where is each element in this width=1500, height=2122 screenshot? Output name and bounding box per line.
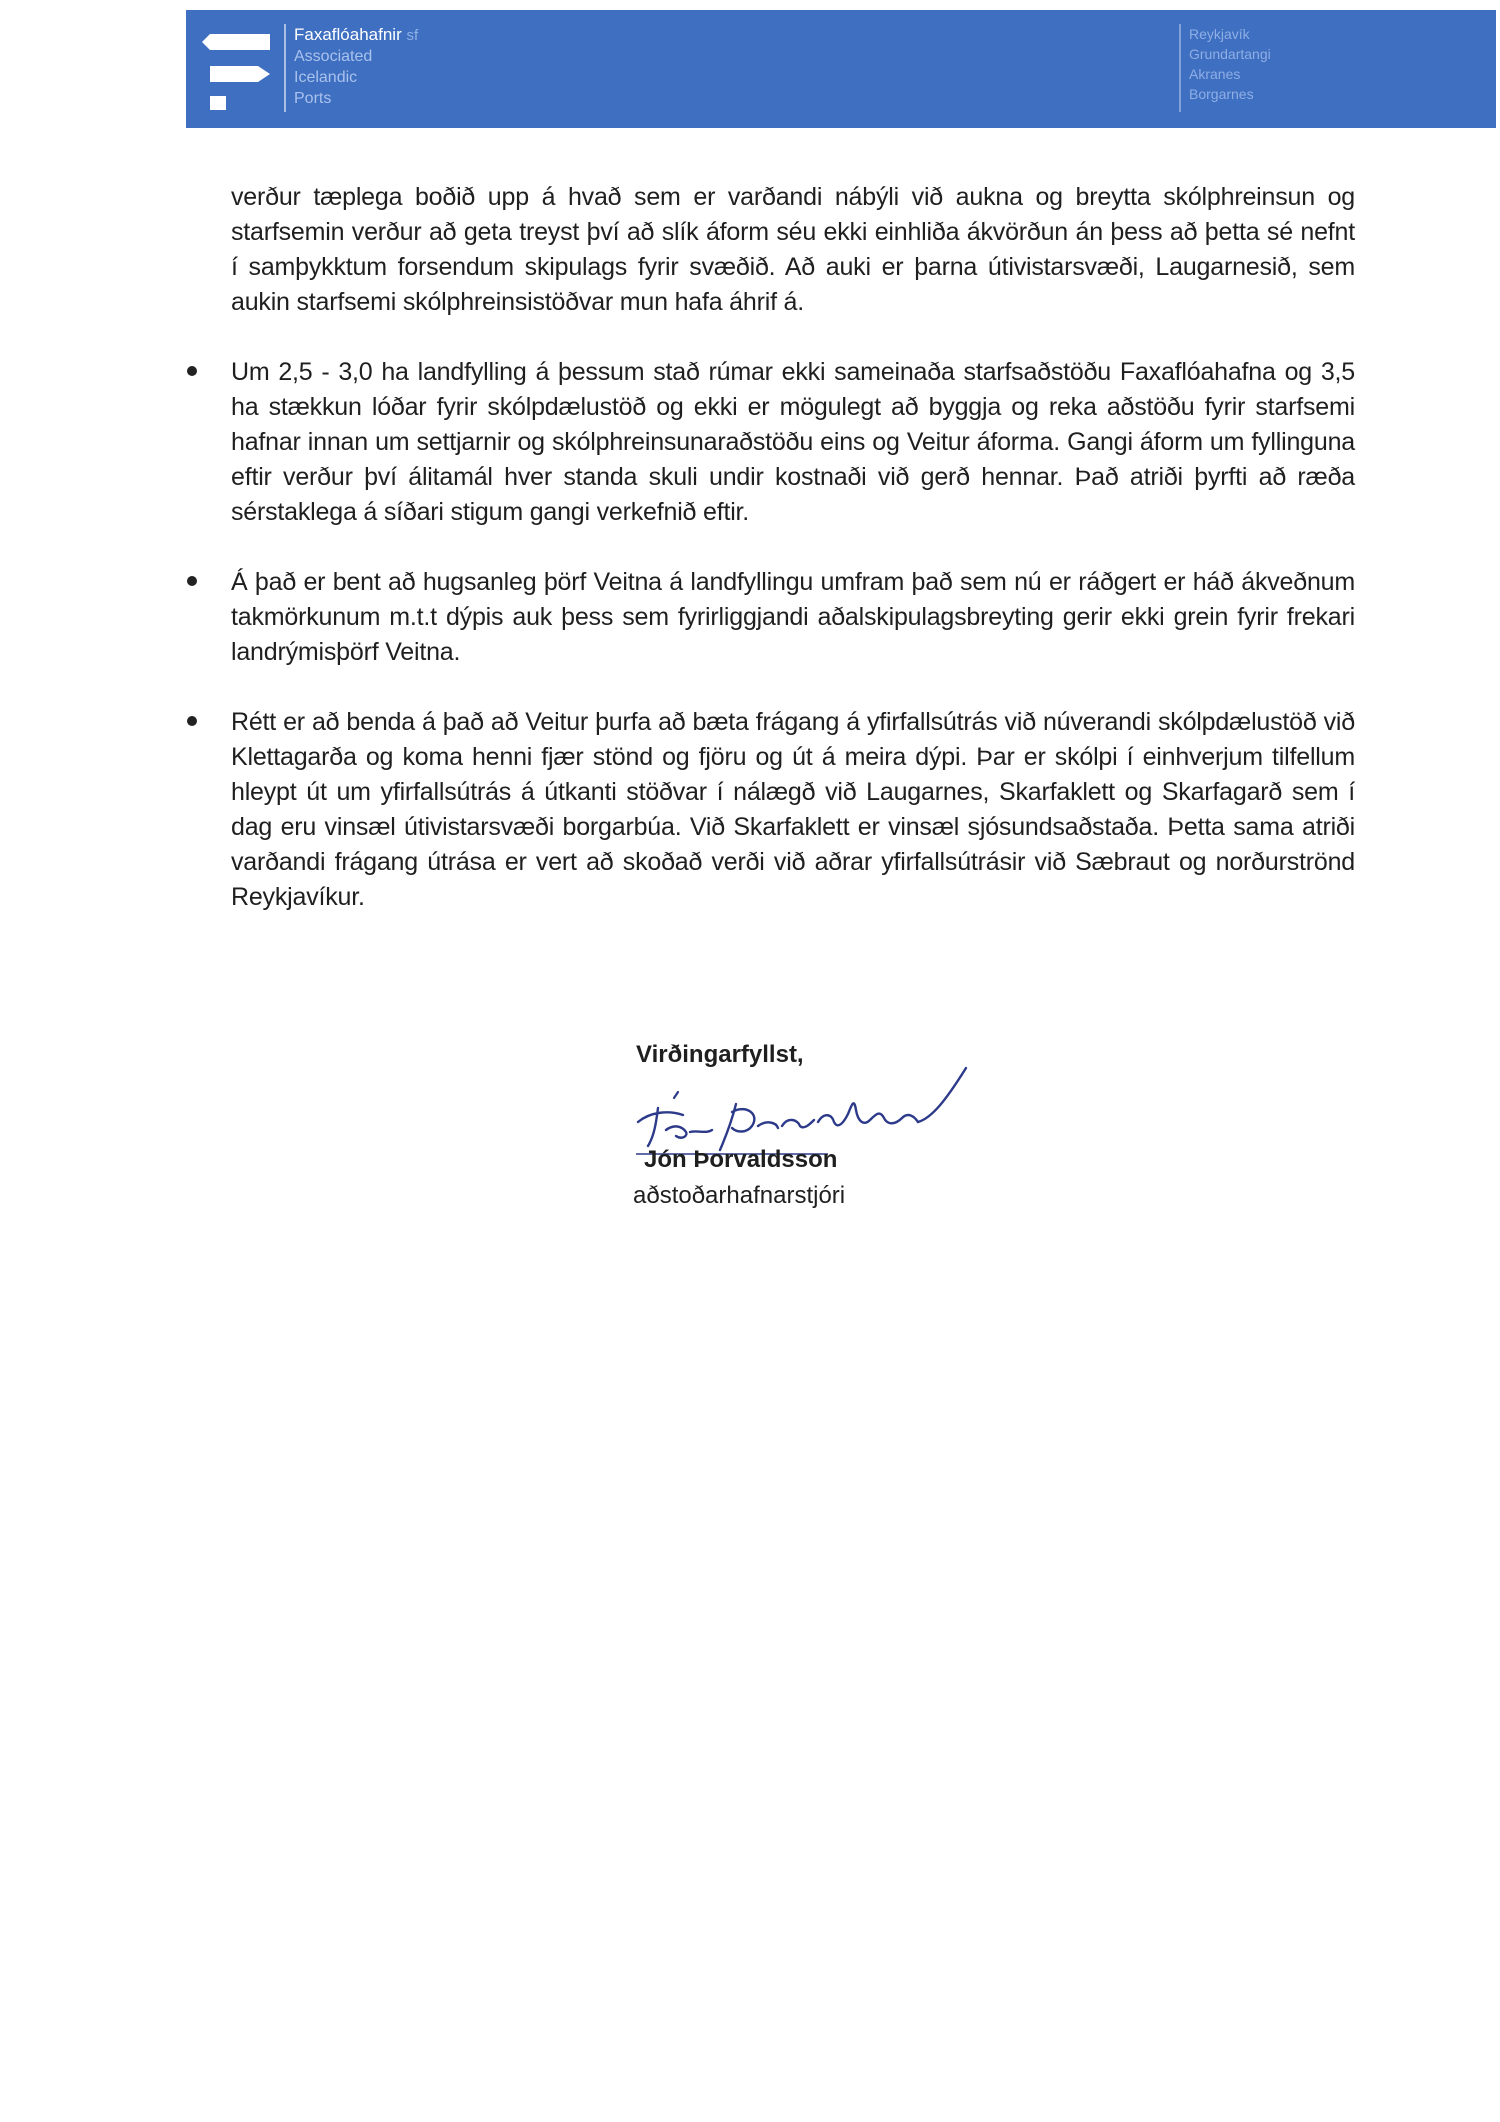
bullet-item bbox=[231, 355, 1355, 530]
org-name: Faxaflóahafnir bbox=[294, 25, 402, 44]
port-location: Akranes bbox=[1189, 66, 1241, 82]
bullet-text: Á það er bent að hugsanleg þörf Veitna á landfyllingu umfram það sem nú er ráðgert er háð ákveðnum takmörkunum m.t.t dýpis auk þess sem fyrirliggjandi aðalskipulagsbreyting gerir ekki grein fyrir frekari landrýmisþörf Veitna. bbox=[231, 568, 1355, 666]
bullet-text: Rétt er að benda á það að Veitur þurfa að bæta frágang á yfirfallsútrás við núverandi skólpdælustöð við Klettagarða og koma henni fjær stönd og fjöru og út á meira dýpi. Þar er skólpi í einhverjum tilfellum hleypt út um yfirfallsútrás á útkanti stöðvar í nálægð við Laugarnes, Skarfaklett og Skarfagarð sem í dag eru vinsæl útivistarsvæði borgarbúa. Við Skarfaklett er vinsæl sjósundsaðstaða. Þetta sama atriði varðandi frágang útrása er vert að skoðað verði við aðrar yfirfallsútrásir við Sæbraut og norðurströnd Reykjavíkur. bbox=[231, 708, 1355, 911]
bullet-item bbox=[231, 565, 1355, 670]
org-name-line bbox=[294, 24, 418, 46]
org-suffix: sf bbox=[406, 27, 419, 44]
letterhead-banner bbox=[186, 10, 1496, 128]
signer-name: Jón Þorvaldsson bbox=[644, 1146, 838, 1173]
port-location: Borgarnes bbox=[1189, 86, 1254, 102]
org-line: Icelandic bbox=[294, 69, 358, 86]
org-identity bbox=[284, 24, 418, 112]
port-location: Reykjavík bbox=[1189, 26, 1250, 42]
port-locations bbox=[1179, 24, 1271, 112]
org-line: Ports bbox=[294, 90, 332, 107]
ports-logo-icon bbox=[200, 24, 280, 114]
bullet-dot-icon bbox=[187, 366, 197, 376]
bullet-item bbox=[231, 705, 1355, 915]
letter-body bbox=[231, 180, 1355, 950]
intro-paragraph: verður tæplega boðið upp á hvað sem er varðandi nábýli við aukna og breytta skólphreinsun og starfsemin verður að geta treyst því að slík áform séu ekki einhliða ákvörðun án þess að þetta sé nefnt í samþykktum forsendum skipulags fyrir svæðið. Að auki er þarna útivistarsvæði, Laugarnesið, sem aukin starfsemi skólphreinsistöðvar mun hafa áhrif á. bbox=[231, 183, 1355, 316]
closing-salutation: Virðingarfyllst, bbox=[636, 1041, 804, 1068]
bullet-text: Um 2,5 - 3,0 ha landfylling á þessum stað rúmar ekki sameinaða starfsaðstöðu Faxaflóahafna og 3,5 ha stækkun lóðar fyrir skólpdælustöð og ekki er mögulegt að byggja og reka aðstöðu fyrir starfsemi hafnar innan um settjarnir og skólphreinsunaraðstöðu eins og Veitur áforma. Gangi áform um fyllinguna eftir verður því álitamál hver standa skuli undir kostnaði við gerð hennar. Það atriði þyrfti að ræða sérstaklega á síðari stigum gangi verkefnið eftir. bbox=[231, 358, 1355, 526]
org-line: Associated bbox=[294, 48, 373, 65]
signer-title: aðstoðarhafnarstjóri bbox=[633, 1182, 846, 1209]
bullet-dot-icon bbox=[187, 716, 197, 726]
bullet-dot-icon bbox=[187, 576, 197, 586]
port-location: Grundartangi bbox=[1189, 46, 1271, 62]
